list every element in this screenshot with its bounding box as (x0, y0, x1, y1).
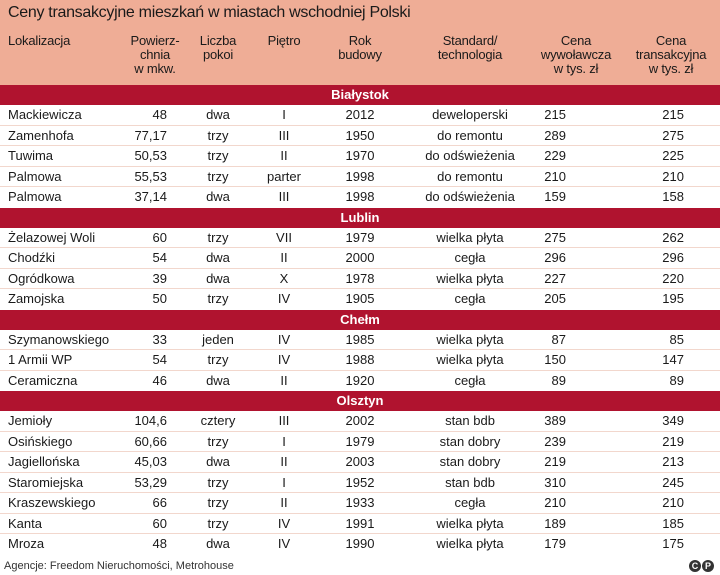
table-title: Ceny transakcyjne mieszkań w miastach wschodniej Polski (8, 4, 411, 21)
year-cell: 1985 (345, 331, 375, 347)
transaction-price-cell: 195 (662, 291, 684, 306)
table-row (0, 493, 720, 514)
standard-cell: do remontu (437, 168, 503, 184)
location-cell: Palmowa (8, 168, 62, 184)
rooms-cell: jeden (202, 331, 234, 347)
transaction-price-cell: 225 (662, 148, 684, 163)
transaction-price-cell: 215 (662, 107, 684, 122)
transaction-price-cell: 262 (662, 229, 684, 245)
area-cell: 48 (152, 107, 167, 122)
asking-price-cell: 159 (544, 189, 566, 204)
location-cell: Mackiewicza (8, 107, 82, 122)
rooms-cell: trzy (207, 127, 229, 143)
rooms-cell: dwa (206, 372, 230, 388)
rooms-cell: cztery (200, 413, 236, 428)
col-header-area: Powierz- chnia w mkw. (130, 33, 180, 76)
floor-cell: III (278, 413, 290, 428)
location-cell: Tuwima (8, 148, 54, 163)
asking-price-cell: 89 (551, 372, 566, 388)
location-cell: Mroza (8, 536, 45, 551)
table-row (0, 514, 720, 535)
floor-cell: III (278, 127, 290, 143)
floor-cell: I (282, 433, 286, 449)
col-header-standard: Standard/ technologia (437, 33, 503, 62)
floor-cell: VII (276, 229, 292, 245)
transaction-price-cell: 219 (662, 433, 684, 449)
floor-cell: IV (277, 291, 291, 306)
location-cell: Ogródkowa (8, 270, 75, 286)
floor-cell: X (279, 270, 289, 286)
area-cell: 48 (152, 536, 167, 551)
standard-cell: stan bdb (445, 413, 495, 428)
rooms-cell: dwa (206, 536, 230, 551)
area-cell: 50 (152, 291, 167, 306)
floor-cell: III (278, 189, 290, 204)
year-cell: 1998 (345, 189, 375, 204)
standard-cell: stan dobry (439, 433, 501, 449)
location-cell: Żelazowej Woli (8, 229, 96, 245)
location-cell: Kraszewskiego (8, 495, 96, 510)
table-row (0, 269, 720, 290)
area-cell: 53,29 (134, 474, 167, 490)
source-footnote: Agencje: Freedom Nieruchomości, Metrohouse (4, 560, 234, 572)
year-cell: 2003 (345, 454, 375, 469)
floor-cell: II (280, 372, 288, 388)
asking-price-cell: 310 (544, 474, 566, 490)
transaction-price-cell: 296 (662, 250, 684, 265)
year-cell: 1905 (345, 291, 375, 306)
col-header-year: Rok budowy (338, 33, 382, 62)
year-cell: 1990 (345, 536, 375, 551)
location-cell: Osińskiego (8, 433, 73, 449)
rooms-cell: dwa (206, 250, 230, 265)
rooms-cell: trzy (207, 168, 229, 184)
rooms-cell: trzy (207, 229, 229, 245)
year-cell: 1998 (345, 168, 375, 184)
transaction-price-cell: 85 (669, 331, 684, 347)
standard-cell: wielka płyta (436, 331, 504, 347)
year-cell: 1988 (345, 352, 375, 367)
table-row (0, 105, 720, 126)
transaction-price-cell: 210 (662, 495, 684, 510)
table-row (0, 534, 720, 555)
transaction-price-cell: 158 (662, 189, 684, 204)
location-cell: Zamojska (8, 291, 65, 306)
standard-cell: wielka płyta (436, 229, 504, 245)
table-row (0, 228, 720, 249)
area-cell: 60 (152, 229, 167, 245)
year-cell: 1991 (345, 515, 375, 531)
standard-cell: cegła (454, 495, 486, 510)
rooms-cell: trzy (207, 474, 229, 490)
year-cell: 1970 (345, 148, 375, 163)
rooms-cell: trzy (207, 433, 229, 449)
floor-cell: II (280, 250, 288, 265)
location-cell: Szymanowskiego (8, 331, 110, 347)
city-group-header: Olsztyn (0, 391, 720, 411)
transaction-price-cell: 175 (662, 536, 684, 551)
rooms-cell: dwa (206, 270, 230, 286)
standard-cell: cegła (454, 372, 486, 388)
floor-cell: IV (277, 331, 291, 347)
floor-cell: IV (277, 352, 291, 367)
asking-price-cell: 289 (544, 127, 566, 143)
standard-cell: wielka płyta (436, 515, 504, 531)
table-row (0, 350, 720, 371)
location-cell: Palmowa (8, 189, 62, 204)
col-header-asking-price: Cena wywoławcza w tys. zł (540, 33, 612, 76)
floor-cell: II (280, 148, 288, 163)
area-cell: 45,03 (134, 454, 167, 469)
table-row (0, 248, 720, 269)
area-cell: 33 (152, 331, 167, 347)
rooms-cell: trzy (207, 291, 229, 306)
table-row (0, 187, 720, 208)
location-cell: Ceramiczna (8, 372, 78, 388)
area-cell: 104,6 (134, 413, 167, 428)
asking-price-cell: 179 (544, 536, 566, 551)
col-header-rooms: Liczba pokoi (199, 33, 237, 62)
area-cell: 55,53 (134, 168, 167, 184)
table-row (0, 371, 720, 392)
area-cell: 66 (152, 495, 167, 510)
transaction-price-cell: 147 (662, 352, 684, 367)
asking-price-cell: 210 (544, 495, 566, 510)
standard-cell: wielka płyta (436, 352, 504, 367)
standard-cell: stan bdb (445, 474, 495, 490)
year-cell: 2002 (345, 413, 375, 428)
asking-price-cell: 150 (544, 352, 566, 367)
table-header (0, 0, 720, 85)
rooms-cell: trzy (207, 495, 229, 510)
location-cell: Zamenhofa (8, 127, 74, 143)
year-cell: 2000 (345, 250, 375, 265)
floor-cell: I (282, 474, 286, 490)
asking-price-cell: 210 (544, 168, 566, 184)
rooms-cell: trzy (207, 148, 229, 163)
year-cell: 1979 (345, 229, 375, 245)
asking-price-cell: 189 (544, 515, 566, 531)
year-cell: 1933 (345, 495, 375, 510)
price-table (0, 85, 720, 555)
area-cell: 39 (152, 270, 167, 286)
floor-cell: II (280, 454, 288, 469)
year-cell: 1978 (345, 270, 375, 286)
location-cell: 1 Armii WP (8, 352, 73, 367)
year-cell: 1920 (345, 372, 375, 388)
standard-cell: cegła (454, 291, 486, 306)
table-row (0, 167, 720, 188)
table-row (0, 452, 720, 473)
city-group-header: Białystok (0, 85, 720, 105)
standard-cell: wielka płyta (436, 270, 504, 286)
standard-cell: cegła (454, 250, 486, 265)
transaction-price-cell: 275 (662, 127, 684, 143)
transaction-price-cell: 245 (662, 474, 684, 490)
area-cell: 54 (152, 250, 167, 265)
col-header-location: Lokalizacja (8, 33, 71, 48)
standard-cell: stan dobry (439, 454, 501, 469)
rooms-cell: trzy (207, 515, 229, 531)
area-cell: 46 (152, 372, 167, 388)
rooms-cell: trzy (207, 352, 229, 367)
location-cell: Staromiejska (8, 474, 84, 490)
area-cell: 54 (152, 352, 167, 367)
asking-price-cell: 239 (544, 433, 566, 449)
asking-price-cell: 87 (551, 331, 566, 347)
floor-cell: IV (277, 536, 291, 551)
transaction-price-cell: 213 (662, 454, 684, 469)
transaction-price-cell: 185 (662, 515, 684, 531)
floor-cell: IV (277, 515, 291, 531)
asking-price-cell: 215 (544, 107, 566, 122)
year-cell: 1952 (345, 474, 375, 490)
city-group-header: Chełm (0, 310, 720, 330)
table-row (0, 411, 720, 432)
asking-price-cell: 227 (544, 270, 566, 286)
year-cell: 1950 (345, 127, 375, 143)
floor-cell: II (280, 495, 288, 510)
standard-cell: do remontu (437, 127, 503, 143)
transaction-price-cell: 220 (662, 270, 684, 286)
location-cell: Kanta (8, 515, 42, 531)
asking-price-cell: 389 (544, 413, 566, 428)
area-cell: 50,53 (134, 148, 167, 163)
asking-price-cell: 219 (544, 454, 566, 469)
transaction-price-cell: 210 (662, 168, 684, 184)
table-row (0, 330, 720, 351)
area-cell: 60,66 (134, 433, 167, 449)
area-cell: 37,14 (134, 189, 167, 204)
asking-price-cell: 296 (544, 250, 566, 265)
rooms-cell: dwa (206, 189, 230, 204)
transaction-price-cell: 89 (669, 372, 684, 388)
rooms-cell: dwa (206, 107, 230, 122)
asking-price-cell: 229 (544, 148, 566, 163)
city-group-header: Lublin (0, 208, 720, 228)
location-cell: Jagiellońska (8, 454, 80, 469)
table-row (0, 146, 720, 167)
area-cell: 60 (152, 515, 167, 531)
table-row (0, 432, 720, 453)
col-header-floor: Piętro (267, 33, 301, 48)
floor-cell: parter (267, 168, 301, 184)
standard-cell: wielka płyta (436, 536, 504, 551)
rooms-cell: dwa (206, 454, 230, 469)
location-cell: Chodźki (8, 250, 55, 265)
transaction-price-cell: 349 (662, 413, 684, 428)
table-row (0, 126, 720, 147)
location-cell: Jemioły (8, 413, 53, 428)
standard-cell: deweloperski (432, 107, 508, 122)
table-row (0, 473, 720, 494)
year-cell: 1979 (345, 433, 375, 449)
standard-cell: do odświeżenia (425, 189, 515, 204)
area-cell: 77,17 (134, 127, 167, 143)
logo-letter: P (702, 560, 714, 572)
asking-price-cell: 205 (544, 291, 566, 306)
asking-price-cell: 275 (544, 229, 566, 245)
standard-cell: do odświeżenia (425, 148, 515, 163)
table-row (0, 289, 720, 310)
floor-cell: I (282, 107, 286, 122)
col-header-transaction-price: Cena transakcyjna w tys. zł (635, 33, 707, 76)
pap-logo (689, 560, 714, 573)
year-cell: 2012 (345, 107, 375, 122)
logo-letter: C (689, 560, 701, 572)
